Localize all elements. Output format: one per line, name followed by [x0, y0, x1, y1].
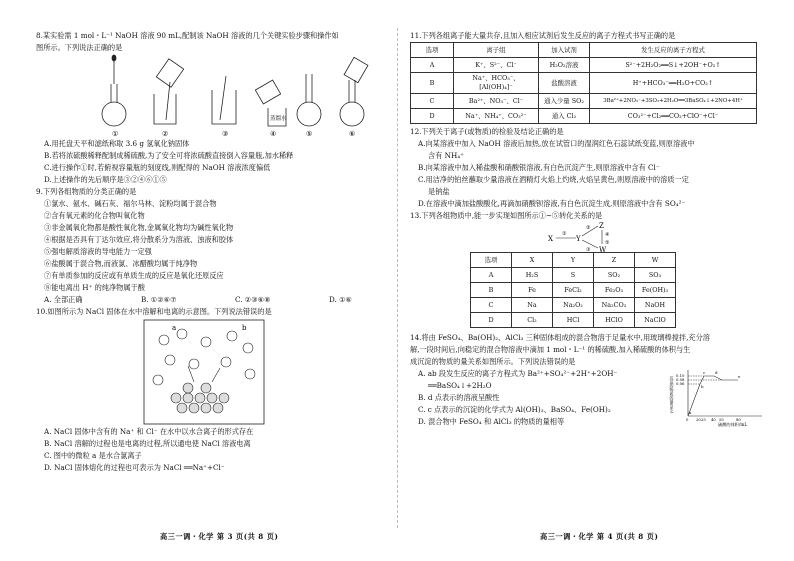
q13-table-header: [471, 253, 676, 268]
q11-cell: 3Ba²⁺+2NO₃⁻+3SO₂+2H₂O══3BaSO₄↓+2NO+4H⁺: [590, 94, 757, 109]
q12-option-b: B.向某溶液中加入稀盐酸和硝酸银溶液,有白色沉淀产生,则原溶液中含有 Cl⁻: [418, 163, 660, 172]
q11-header-option: 选项: [411, 43, 454, 58]
q9-item-7: ⑦有单质参加的反应或有单质生成的反应是氧化还原反应: [44, 271, 224, 280]
q14-xtick: 0: [686, 417, 689, 422]
q14-ytick: 0.08: [676, 377, 685, 382]
q8-option-d: D.上述操作的先后顺序是③②④⑥①⑤: [44, 175, 167, 184]
left-page: [36, 30, 392, 474]
q14-options: [410, 368, 668, 428]
q13-cell: Fe: [512, 283, 553, 298]
q10-fig-label-a: a: [172, 324, 177, 332]
q14-graph: [666, 366, 766, 428]
table-row: [471, 298, 676, 313]
q14-point-b: b: [701, 384, 704, 389]
q12-option-a: A.向某溶液中加入 NaOH 溶液后加热,放在试管口的湿润红色石蕊试纸变蓝,则原溶液中: [418, 139, 695, 148]
right-page: [410, 30, 766, 430]
q13-cell: HClO: [594, 313, 635, 328]
table-row: [471, 283, 676, 298]
q10-option-c: C. 图中的微粒 a 是水合氯离子: [44, 451, 142, 460]
right-page-footer: 高三一调・化学 第 4 页(共 8 页): [540, 532, 659, 541]
q13-stem: 13.下列各组物质中,能一步实现如图所示①~⑤转化关系的是: [410, 211, 603, 220]
q9-item-5: ⑤强电解质溶液的导电能力一定强: [44, 247, 152, 256]
q14-option-c: C. c 点表示的沉淀的化学式为 Al(OH)₃、BaSO₄、Fe(OH)₂: [418, 405, 611, 414]
q11-cell: Na⁺、HCO₃⁻、[Al(OH)₄]⁻: [454, 73, 539, 94]
q11-stem: 11.下列各组离子能大量共存,且加入相应试剂后发生反应的离子方程式书写正确的是: [410, 31, 676, 40]
q12-option-d: D.在溶液中滴加盐酸酸化,再滴加硝酸钡溶液,有白色沉淀生成,则原溶液中含有 SO₄²⁻: [418, 199, 686, 208]
q14-ytick: 0.10: [676, 373, 685, 378]
q8-fig-label-4: ④: [270, 130, 277, 138]
q14-point-e: e: [738, 374, 741, 379]
table-row: [411, 58, 757, 73]
q14-block: [410, 368, 766, 430]
q14-stem-1: 14.将由 FeSO₄、Ba(OH)₂、AlCl₃ 三种固体组成的混合物溶于足量水中,用玻璃棒搅拌,充分溶: [410, 333, 710, 342]
q10-option-d: D. NaCl 固体熔化的过程也可表示为 NaCl ══Na⁺+Cl⁻: [44, 463, 225, 472]
q11-cell: S²⁻+2H₂O₂══S↓+2OH⁻+O₂↑: [590, 58, 757, 73]
q14-xtick: 40: [711, 417, 716, 422]
q9-options: [36, 294, 392, 306]
q11-cell: 通入 Cl₂: [539, 109, 590, 124]
q11-header-equation: 发生反应的离子方程式: [590, 43, 757, 58]
q14-point-c: c: [703, 370, 706, 375]
q8-option-c: C.进行操作①时,若俯视容量瓶的刻度线,则配得的 NaOH 溶液浓度偏低: [44, 163, 271, 172]
q11-cell: C: [411, 94, 454, 109]
q9-item-1: ①氯水、氨水、碱石灰、福尔马林、淀粉均属于混合物: [44, 199, 217, 208]
q13-fig-x: X: [548, 235, 553, 243]
q14-ytick: 0.06: [676, 381, 685, 386]
q13-cell: D: [471, 313, 512, 328]
q13-header-option: 选项: [471, 253, 512, 268]
q11-header-reagent: 加入试剂: [539, 43, 590, 58]
q11-table: [410, 42, 757, 124]
q11-cell: H₂O₂溶液: [539, 58, 590, 73]
q13-fig-n2: ②: [586, 225, 591, 231]
q14-xtick: 80: [736, 417, 741, 422]
q8-stem-2: 图所示。下列说法正确的是: [36, 43, 123, 52]
q13-cell: Cl₂: [512, 313, 553, 328]
q12-option-c-cont: 是钠盐: [428, 187, 450, 196]
q13-table: [470, 252, 676, 328]
q8-fig-label-1: ①: [112, 130, 119, 138]
q14-point-a: a: [689, 410, 692, 415]
q10-fig-label-b: b: [242, 324, 247, 332]
q11-cell: Ba²⁺、NO₃⁻、Cl⁻: [454, 94, 539, 109]
q13-fig-y: Y: [576, 235, 581, 243]
q13-cell: A: [471, 268, 512, 283]
q13-cell: Na₂O₂: [553, 298, 594, 313]
q14-stem-3: 成沉淀的物质的量关系如图所示。下列说法错误的是: [410, 357, 576, 366]
q14-xtick: 20: [696, 417, 701, 422]
q8-fig-label-3: ③: [222, 130, 229, 138]
q13-cell: S: [553, 268, 594, 283]
q9-option-c: C. ②③⑥⑧: [235, 295, 271, 304]
q9-item-3: ③非金属氧化物都是酸性氧化物,金属氧化物均为碱性氧化物: [44, 223, 234, 232]
q14-stem-2: 解,一段时间后,向稳定的混合物溶液中滴加 1 mol・L⁻¹ 的稀硫酸,加入稀硫酸的体积与生: [410, 345, 691, 354]
q13-cell: Fe(OH)₃: [635, 283, 676, 298]
q13-fig-w: W: [599, 246, 607, 252]
q9-option-d: D. ①⑥: [329, 295, 352, 304]
q10-option-a: A. NaCl 固体中含有的 Na⁺ 和 Cl⁻ 在水中以水合离子的形式存在: [44, 427, 254, 436]
q14-ylabel: 沉淀的物质的量/mol: [669, 376, 675, 413]
q13-cell: HCl: [553, 313, 594, 328]
table-row: [471, 313, 676, 328]
q13-fig-n4: ④: [605, 232, 610, 238]
q11-table-header: [411, 43, 757, 58]
q8-figure: [36, 54, 392, 138]
q13-cell: SO₂: [594, 268, 635, 283]
q13-cell: Fe₂O₃: [594, 283, 635, 298]
q11-cell: K⁺、S²⁻、Cl⁻: [454, 58, 539, 73]
q13-header-x: X: [512, 253, 553, 268]
q13-cell: Na₂CO₃: [594, 298, 635, 313]
q10-figure: [36, 318, 392, 426]
q13-header-y: Y: [553, 253, 594, 268]
table-row: [411, 94, 757, 109]
q8-option-a: A.用托盘天平和滤纸称取 3.6 g 氢氧化钠固体: [44, 139, 190, 148]
q13-fig-n1: ①: [562, 231, 567, 237]
q8-option-b: B.若将浓硫酸稀释配制成稀硫酸,为了安全可将浓硫酸直接倒入容量瓶,加水稀释: [44, 151, 294, 160]
q13-fig-n3: ③: [586, 247, 591, 252]
q13-figure: [410, 222, 766, 252]
q11-cell: H⁺+HCO₃⁻══H₂O+CO₂↑: [590, 73, 757, 94]
q14-option-d: D. 混合物中 FeSO₄ 和 AlCl₃ 的物质的量相等: [418, 417, 565, 426]
table-row: [411, 73, 757, 94]
left-page-footer: 高三一调・化学 第 3 页(共 8 页): [160, 532, 279, 541]
q13-header-z: Z: [594, 253, 635, 268]
q13-cell: NaClO: [635, 313, 676, 328]
q12-stem: 12.下列关于离子(或物质)的检验及结论正确的是: [410, 127, 564, 136]
q14-point-d: d: [715, 370, 718, 375]
q11-cell: 盐酸溶液: [539, 73, 590, 94]
q8-fig-label-2: ②: [162, 130, 169, 138]
q10-stem: 10.如图所示为 NaCl 固体在水中溶解和电离的示意图。下列说法错误的是: [36, 307, 272, 316]
q13-cell: B: [471, 283, 512, 298]
q9-option-b: B. ①②⑥⑦: [140, 295, 177, 304]
q9-item-6: ⑥盐酸属于混合物,而液氯、冰醋酸均属于纯净物: [44, 259, 198, 268]
q13-fig-n5: ⑤: [605, 240, 610, 246]
q10-option-b: B. NaCl 溶解的过程也是电离的过程,所以通电使 NaCl 溶液电离: [44, 439, 251, 448]
q11-cell: B: [411, 73, 454, 94]
q11-cell: 通入少量 SO₂: [539, 94, 590, 109]
q13-cell: SO₃: [635, 268, 676, 283]
q8-fig-label-6: ⑥: [349, 130, 356, 138]
q11-cell: A: [411, 58, 454, 73]
q14-xtick: 55: [719, 417, 724, 422]
q13-cell: FeCl₂: [553, 283, 594, 298]
q9-stem: 9.下列各组物质的分类正确的是: [36, 187, 137, 196]
table-row: [411, 109, 757, 124]
q13-header-w: W: [635, 253, 676, 268]
q12-option-a-cont: 含有 NH₄⁺: [428, 151, 464, 160]
q8-fig-water-label: 蒸馏水: [270, 116, 287, 122]
q14-option-a: A. ab 段发生反应的离子方程式为 Ba²⁺+SO₄²⁻+2H⁺+2OH⁻: [418, 369, 618, 378]
q13-fig-z: Z: [599, 222, 604, 230]
q11-cell: CO₃²⁻+Cl₂══CO₂+ClO⁻+Cl⁻: [590, 109, 757, 124]
q14-xtick: 25: [701, 417, 706, 422]
q13-cell: NaOH: [635, 298, 676, 313]
q13-cell: H₂S: [512, 268, 553, 283]
q11-cell: Na⁺、NH₄⁺、CO₃²⁻: [454, 109, 539, 124]
q11-header-ions: 离子组: [454, 43, 539, 58]
q12-option-c: C.用洁净的铂丝蘸取少量溶液在酒精灯火焰上灼烧,火焰呈黄色,则原溶液中的溶质一定: [418, 175, 689, 184]
q14-option-a-cont: ══BaSO₄↓+2H₂O: [428, 381, 492, 390]
q9-item-4: ④根据是否具有丁达尔效应,将分散系分为溶液、浊液和胶体: [44, 235, 234, 244]
q13-cell: Na: [512, 298, 553, 313]
q14-xlabel: 硫酸的体积/mL: [718, 422, 748, 427]
q8-fig-label-5: ⑤: [306, 130, 313, 138]
q9-option-a: A. 全部正确: [44, 295, 83, 304]
q11-cell: D: [411, 109, 454, 124]
q9-item-8: ⑧能电离出 H⁺ 的纯净物属于酸: [44, 283, 145, 292]
q14-option-b: B. d 点表示的溶液呈酸性: [418, 393, 500, 402]
q8-stem-1: 8.某实验需 1 mol・L⁻¹ NaOH 溶液 90 mL,配制该 NaOH 溶液的几个关键实验步骤和操作如: [36, 31, 339, 40]
table-row: [471, 268, 676, 283]
page-divider: [397, 28, 398, 528]
q13-cell: C: [471, 298, 512, 313]
q9-item-2: ②含有氧元素的化合物叫氧化物: [44, 211, 145, 220]
